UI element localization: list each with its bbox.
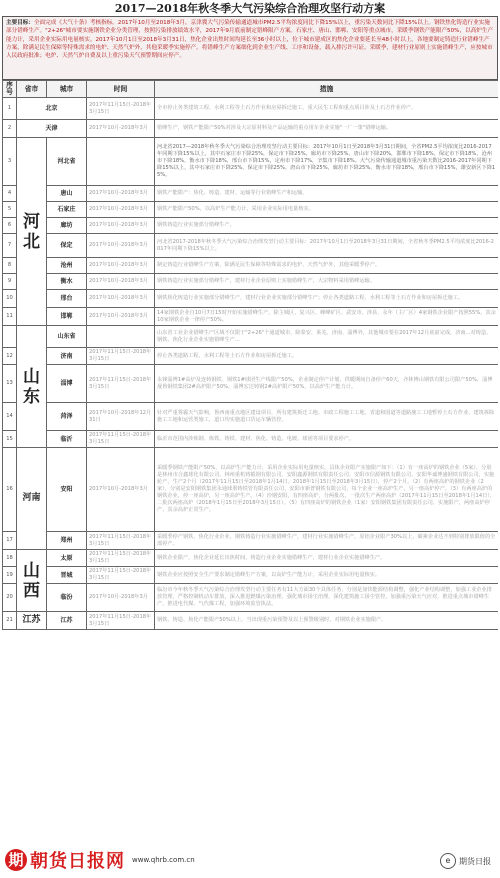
row-seq: 1 — [3, 98, 17, 120]
row-time: 2017年11月15日-2018年3月15日 — [87, 348, 155, 365]
row-city: 保定 — [47, 234, 87, 258]
table-row — [3, 138, 499, 186]
row-seq: 9 — [3, 274, 17, 290]
province-label: 江苏 — [17, 612, 47, 630]
row-city: 安阳 — [47, 448, 87, 532]
row-seq: 10 — [3, 290, 17, 308]
row-time: 2017年11月15日-2018年3月15日 — [87, 365, 155, 403]
row-seq: 2 — [3, 120, 17, 138]
table-row — [3, 234, 499, 258]
table-row — [3, 550, 499, 567]
row-time: 2017年10月-2018年3月 — [87, 448, 155, 532]
watermark-right — [437, 852, 494, 870]
row-seq: 5 — [3, 202, 17, 218]
table-row — [3, 448, 499, 532]
row-time — [87, 138, 155, 186]
row-city: 廊坊 — [47, 218, 87, 234]
intro-box — [2, 16, 498, 80]
row-seq: 4 — [3, 186, 17, 202]
row-seq: 12 — [3, 348, 17, 365]
row-measure: 采暖季钢铁产能限产50%，以高炉生产能力计，采用企业实际用电量核实，具体企业限产实施限产如下：（1）有一座高炉的钢铁企业（5家），分别是林州市合鑫球化有限公司、林州重机铸锻钢有限公司、安阳鑫源钢铁有限责任公司、安阳市信源钢铁有限公司、安阳华诚博盛钢铁有限公司，实施轮产，生产2个月（2017年11月15日至2018年1月14日、2018年1月15日至2018年3月15日），停产2个月。（2）有两座高炉的钢铁企业（2家），分别是安阳钢铁集团永通球墨铸铁管有限责任公司、安阳市新普钢铁有限公司，每个企业一座高炉生产、另一座高炉停产。（3）有两座高炉的钢铁企业，停一座高炉，另一座高炉生产。（4）沙钢安阳，有四座高炉，分两批次，一批次生产两座高炉（2017年11月15日至2018年1月14日），二批次两座高炉（2018年1月15日至2018年3月15日）。（5）有四座高炉的钢铁企业（1家）安阳钢铁集团有限责任公司，实施限产，两座高炉停产、其余高炉正常生产。 — [155, 448, 499, 532]
row-seq: 21 — [3, 612, 17, 630]
row-measure: 临汾市今年秋冬季大气污染综合治理攻坚行动主要任务有11大方面30个具体任务，分别是加快能源结构调整，强化产业结构调整，加强工业企业排放管理，严格控制机动车排放，深入推进燃煤污染治理，强化城市扬尘治理，深化建筑施工扬尘管控，加强重污染天气应对，推进重点城市错峰生产，推进电代煤、气代煤工程，加强环境监管执法。 — [155, 584, 499, 612]
row-measure: 钢铁企业应按照安全生产要求制定错峰生产方案，以高炉生产能力计，采用企业实际用电量核实。 — [155, 567, 499, 584]
wechat-icon: e — [440, 853, 456, 869]
row-seq: 18 — [3, 550, 17, 567]
row-measure: 临沂市范围内涉炼钢、炼铁、铸铁、建材、焦化、铸造、电镀、球团等项目要求停产。 — [155, 431, 499, 448]
watermark-url: www.qhrb.com.cn — [132, 856, 195, 864]
row-measure: 14家钢铁企业自10月7日15时开始实施错峰生产，除主城区、复兴区、峰峰矿区、武安市、涉县、永年（主厂区）4家钢铁企业限产按照55%，其余10家钢铁企业一律停产50%。 — [155, 308, 499, 326]
row-measure: 钢铁产能限产50%，以高炉生产能力计，采用企业实际用电量核实。 — [155, 202, 499, 218]
row-city: 临汾 — [47, 584, 87, 612]
row-city: 太原 — [47, 550, 87, 567]
row-measure: 河北省2017-2018年秋冬季大气污染综合治理攻坚行动主要目标：2017年10月1日至2018年3月31日期间，全省秋冬季PM2.5平均浓度比2016-2017年同期下降15%以上。 — [155, 234, 499, 258]
province-label: 山西 — [17, 550, 47, 612]
table-row — [3, 612, 499, 630]
row-city: 江苏 — [47, 612, 87, 630]
row-time: 2017年10月-2018年3月 — [87, 290, 155, 308]
province-label: 河北 — [17, 138, 47, 326]
intro-label: 主要目标： — [6, 20, 34, 26]
watermark-left — [2, 846, 198, 874]
row-time — [87, 326, 155, 348]
table-row — [3, 98, 499, 120]
row-measure: 钢铁焦化铸造行业实施部分错峰生产，建材行业企业实施部分错峰生产；停止各类道路工程、水利工程等土石方作业和房屋拆迁施工。 — [155, 290, 499, 308]
row-city: 淄博 — [47, 365, 87, 403]
table-row — [3, 326, 499, 348]
row-seq: 8 — [3, 258, 17, 274]
table-row — [3, 186, 499, 202]
header-time: 时间 — [87, 81, 155, 98]
row-measure: 钢铁铸造行业实施部分错峰生产，建材行业企业原则上实施错峰生产，大宗物料采用错峰运输。 — [155, 274, 499, 290]
row-measure: 山东省工业企业错峰生产区域不仅限于"2+26"个通道城市，除泰安、莱芜、济南、淄博外，其他城市要在2017年12月底前完成，济南...对铸造、钢铁、焦化行业企业实施错峰生产... — [155, 326, 499, 348]
row-city: 郑州 — [47, 532, 87, 550]
table-row — [3, 584, 499, 612]
row-time: 2017年11月15日-2018年3月15日 — [87, 550, 155, 567]
row-city: 邢台 — [47, 290, 87, 308]
row-measure: 钢铁、铸造、焦化产能限产50%以上，当出现重污染预警及以上预警级别时，对钢铁企业实施限产。 — [155, 612, 499, 630]
row-time: 2017年10月-2018年3月 — [87, 584, 155, 612]
row-city: 沧州 — [47, 258, 87, 274]
row-time: 2017年11月15日-2018年3月15日 — [87, 98, 155, 120]
row-city: 石家庄 — [47, 202, 87, 218]
row-time: 2017年10月-2018年3月 — [87, 234, 155, 258]
row-time: 2017年10月-2018年3月 — [87, 202, 155, 218]
watermark-right-text: 期货日报 — [459, 856, 491, 866]
row-time: 2017年11月15日-2018年3月15日 — [87, 431, 155, 448]
row-seq: 11 — [3, 308, 17, 326]
row-seq: 17 — [3, 532, 17, 550]
row-city: 菏泽 — [47, 403, 87, 431]
header-province: 省市 — [17, 81, 47, 98]
row-city: 衡水 — [47, 274, 87, 290]
province-label: 河南 — [17, 448, 47, 550]
row-seq: 13 — [3, 365, 17, 403]
row-city: 河北省 — [47, 138, 87, 186]
page-title: 2017—2018年秋冬季大气污染综合治理攻坚行动方案 — [114, 2, 386, 15]
row-measure: 停止各类道路工程、水利工程等土石方作业和房屋拆迁施工。 — [155, 348, 499, 365]
row-time: 2017年10月-2018年3月 — [87, 186, 155, 202]
row-time: 2017年10月-2018年3月 — [87, 120, 155, 138]
document — [2, 2, 498, 876]
row-measure: 采暖季停产钢铁、焦化行业企业，钢铁铸造行业实施错峰生产，建材行业实施错峰生产，原铝企业限产30%以上，碳素企业达不到特别排放限值的全部停产。 — [155, 532, 499, 550]
row-measure: 钢铁企业限产，焦化企业延长出焦时间，铸造行业企业实施错峰生产，建材行业企业实施错峰生产。 — [155, 550, 499, 567]
row-city: 山东省 — [47, 326, 87, 348]
header-measure: 措施 — [155, 81, 499, 98]
row-measure: 针对严重雾霾天气影响，鲁西南重点地区建设项目，所有建筑拆迁工地、市政工程施工工地、省道和国道等道路施工工地暂停土石方作业、建筑拆除施工工地和运营类施工，道口均实施道口货运车辆管控。 — [155, 403, 499, 431]
table-row — [3, 120, 499, 138]
table-row — [3, 365, 499, 403]
table-header-row — [3, 81, 499, 98]
row-city: 临沂 — [47, 431, 87, 448]
row-city: 济南 — [47, 348, 87, 365]
row-measure: 制定铸造行业错峰生产方案，除满足民生保障等特殊需求的电炉、天然气炉外，其他采暖季停产。 — [155, 258, 499, 274]
table-row — [3, 218, 499, 234]
table-row — [3, 403, 499, 431]
row-seq: 3 — [3, 138, 17, 186]
watermark-name: 朝货日报网 — [30, 851, 125, 872]
row-time: 2017年11月15日-2018年3月15日 — [87, 532, 155, 550]
table-row — [3, 567, 499, 584]
row-time: 2017年10月-2018年12月31日 — [87, 403, 155, 431]
row-seq — [3, 326, 17, 348]
row-measure: 河北省2017—2018年秋冬季大气污染综合治理攻坚行动主要目标：2017年10月1日至2018年3月31日期间，全省PM2.5平均浓度比2016-2017年同期下降15%以上，其中石家庄市下降25%，保定市下降25%，廊坊市下降25%，唐山市下降20%，邯郸市下降18%，保定市下降18%，沧州市下降18%，衡水市下降18%，邢台市下降15%，定州市下降17%，辛集市下降18%。大气污染传输通道城市重污染天数比2016-2017年同期下降15%以上，其中石家庄市下降25%，保定市下降25%，唐山市下降25%，廊坊市下降25%，衡水市下降18%，邢台市下降15%，雄安新区下降15%。 — [155, 138, 499, 186]
row-measure: 永锋淄博1#高炉及连铸钢铁、钢铁1#球团生产线限产50%，企业制定停产计划，供暖期间自备停产60天，齐林傅山钢铁有限公司限产50%，淄博晟鲁钢铁集团2#高炉限产50%，淄博宏达铸钢2#高炉限产50%，以高炉生产能力计。 — [155, 365, 499, 403]
table-row — [3, 532, 499, 550]
row-city: 北京 — [17, 98, 87, 120]
row-time: 2017年10月-2018年3月 — [87, 218, 155, 234]
row-seq: 14 — [3, 403, 17, 431]
row-time: 2017年11月15日-2018年3月15日 — [87, 612, 155, 630]
row-time: 2017年10月-2018年3月 — [87, 308, 155, 326]
province-label: 山东 — [17, 326, 47, 448]
row-seq: 16 — [3, 448, 17, 532]
row-time: 2017年10月-2018年3月 — [87, 258, 155, 274]
row-time: 2017年11月15日-2018年3月15日 — [87, 567, 155, 584]
table-row — [3, 348, 499, 365]
row-seq: 7 — [3, 234, 17, 258]
row-city: 唐山 — [47, 186, 87, 202]
row-seq: 6 — [3, 218, 17, 234]
row-city: 邯郸 — [47, 308, 87, 326]
row-city: 晋城 — [47, 567, 87, 584]
intro-text: 全面完成《大气十条》考核指标。2017年10月至2018年3月，京津冀大气污染传输通道城市PM2.5平均浓度同比下降15%以上，重污染天数同比下降15%以上。钢铁焦化铸造行业实施部分错峰生产。"2+26"城市要实施钢铁企业分类管理，按照污染排放绩效水平，2017年9月底前制定错峰限产方案。石家庄、唐山、邯郸、安阳等重点城市，采暖季钢铁产能限产50%，以高炉生产能力计，采用企业实际用电量核实。2017年10月1日至2018年3月31日，焦化企业出焦时间均延长至36小时以上，位于城市建成区的焦化企业要延长至48小时以上。各地要制定铸造行业错峰生产方案，除满足民生保障等特殊需求的电炉、天然气炉外，其他采暖季实施停产。将错峰生产方案细化到企业生产线、工序和设备，载入排污许可证。采暖季，建材行业原则上实施错峰生产，应按城市人民政府批准；电炉、天然气炉自费及以上重污染天气预警期间应停产。 — [6, 20, 494, 60]
table-row — [3, 202, 499, 218]
policy-table — [2, 80, 498, 630]
table-body — [3, 98, 499, 630]
row-seq: 19 — [3, 567, 17, 584]
row-measure: 钢铁铸造行业实施部分错峰生产。 — [155, 218, 499, 234]
row-measure: 错峰生产，钢铁产能限产50%对涉及大宗原材料及产品运输的重点用车企业实施"一厂一策"错峰运输。 — [155, 120, 499, 138]
table-row — [3, 308, 499, 326]
row-city: 天津 — [17, 120, 87, 138]
row-measure: 全市停止务类建筑工程、水利工程等土石方作业和房屋拆迁施工，重大民生工程和重点项目涉及土石方作业停产。 — [155, 98, 499, 120]
watermark-logo: 期 — [5, 849, 27, 871]
header-seq: 序号 — [3, 81, 17, 98]
row-seq: 20 — [3, 584, 17, 612]
table-row — [3, 290, 499, 308]
row-time: 2017年10月-2018年3月 — [87, 274, 155, 290]
table-row — [3, 274, 499, 290]
row-seq: 15 — [3, 431, 17, 448]
table-row — [3, 431, 499, 448]
header-city: 城市 — [47, 81, 87, 98]
row-measure: 钢铁产能限产：焦化、铸造、建材、运输等行业错峰生产和运输。 — [155, 186, 499, 202]
table-row — [3, 258, 499, 274]
